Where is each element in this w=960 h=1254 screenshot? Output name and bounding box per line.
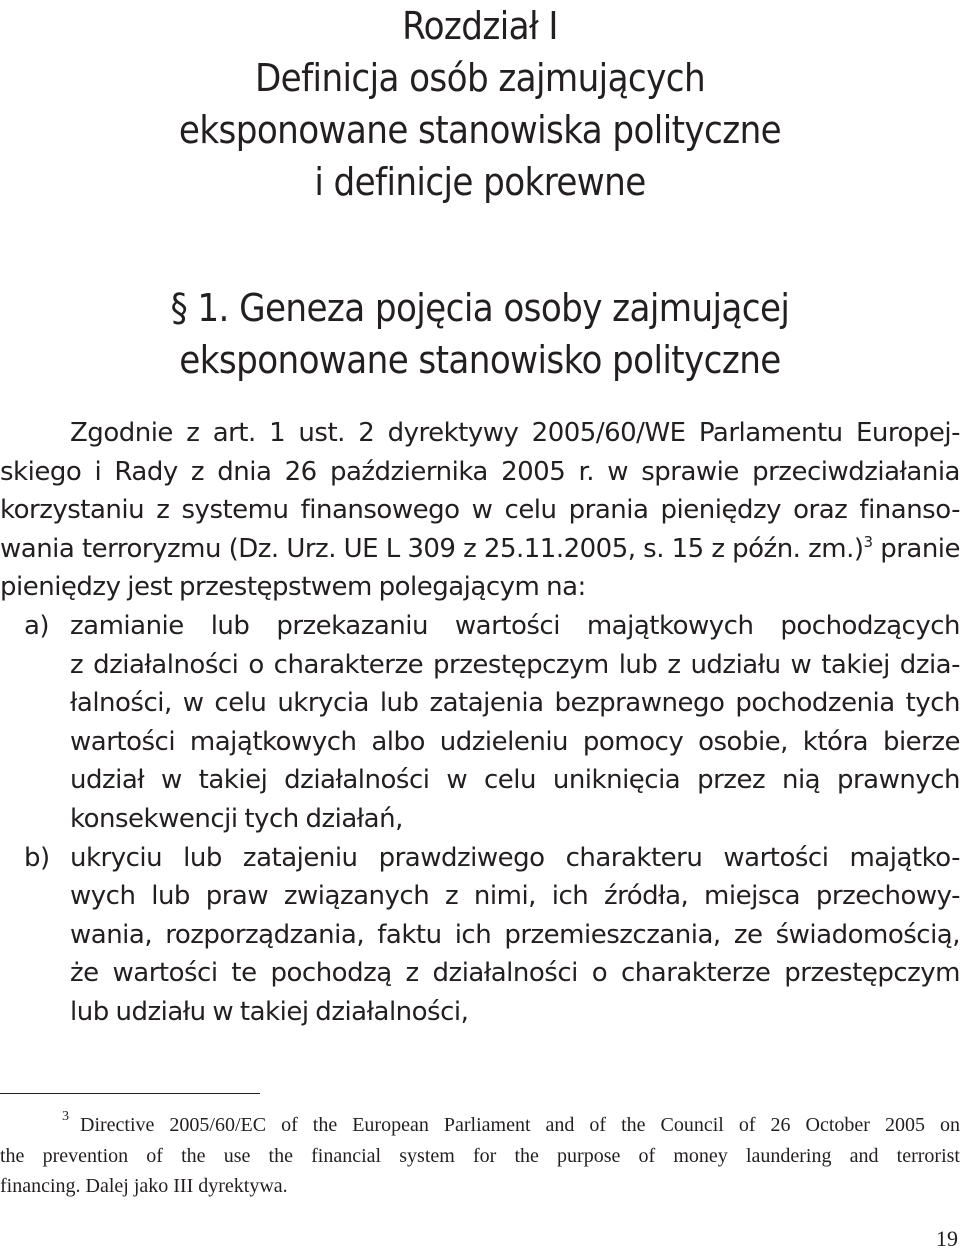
- list-item-a: [0, 607, 960, 839]
- section-title-line: § 1. Geneza pojęcia osoby zajmującej: [170, 286, 790, 330]
- footnote-separator: [0, 1093, 260, 1094]
- chapter-title-line: i definicje pokrewne: [314, 160, 646, 204]
- footnote: [0, 1110, 960, 1202]
- paragraph-line: [0, 530, 960, 569]
- list-item-line: udział w takiej działalności w celu uniknięcia przez nią prawnych: [70, 765, 960, 796]
- list-item-line: wartości majątkowych albo udzieleniu pomocy osobie, która bierze: [70, 726, 960, 757]
- footnote-text: Directive 2005/60/EC of the European Parliament and of the Council of 26 October 2005 on: [80, 1114, 960, 1136]
- section-title: [0, 282, 960, 386]
- list-item-line: z działalności o charakterze przestępczym lub z udziału w takiej dzia-: [70, 649, 960, 680]
- footnote-line: [0, 1110, 960, 1141]
- chapter-title-line: Definicja osób zajmujących: [254, 56, 706, 100]
- footnote-number: 3: [62, 1109, 69, 1124]
- list-item-line: łalności, w celu ukrycia lub zatajenia bezprawnego pochodzenia tych: [70, 688, 960, 719]
- body-text: [0, 414, 960, 1032]
- list-item-b: [0, 839, 960, 1032]
- footnote-reference[interactable]: 3: [863, 532, 873, 551]
- list-item-line: że wartości te pochodzą z działalności o charakterze przestępczym: [70, 958, 960, 989]
- list-item-line: zamianie lub przekazaniu wartości majątkowych pochodzących: [70, 610, 960, 641]
- footnote-line: the prevention of the use the financial system for the purpose of money laundering and terrorist: [0, 1144, 960, 1167]
- paragraph-line: Zgodnie z art. 1 ust. 2 dyrektywy 2005/60/WE Parlamentu Europej-: [70, 418, 960, 448]
- footnote-line: financing. Dalej jako III dyrektywa.: [0, 1175, 288, 1197]
- page-number: 19: [936, 1226, 958, 1251]
- list-item-line: wych lub praw związanych z nimi, ich źródła, miejsca przechowy-: [70, 881, 960, 912]
- paragraph-line: skiego i Rady z dnia 26 października 2005 r. w sprawie przeciwdziałania: [0, 456, 960, 487]
- list-marker: b): [24, 842, 50, 873]
- list-marker: a): [24, 610, 50, 641]
- list-item-line: konsekwencji tych działań,: [70, 803, 403, 834]
- paragraph-text: wania terroryzmu (Dz. Urz. UE L 309 z 25.11.2005, s. 15 z późn. zm.): [0, 533, 864, 564]
- paragraph-line: korzystaniu z systemu finansowego w celu prania pieniędzy oraz finanso-: [0, 495, 960, 526]
- list-item-line: wania, rozporządzania, faktu ich przemieszczania, ze świadomością,: [70, 919, 960, 950]
- list-item-line: ukryciu lub zatajeniu prawdziwego charakteru wartości majątko-: [70, 842, 960, 873]
- chapter-number: Rozdział I: [402, 4, 558, 48]
- chapter-title: [0, 0, 960, 208]
- paragraph-line: pieniędzy jest przestępstwem polegającym na:: [0, 572, 586, 603]
- chapter-title-line: eksponowane stanowiska polityczne: [178, 108, 782, 152]
- paragraph-text: pranie: [880, 533, 960, 564]
- list-item-line: lub udziału w takiej działalności,: [70, 996, 469, 1027]
- section-title-line: eksponowane stanowisko polityczne: [179, 338, 781, 382]
